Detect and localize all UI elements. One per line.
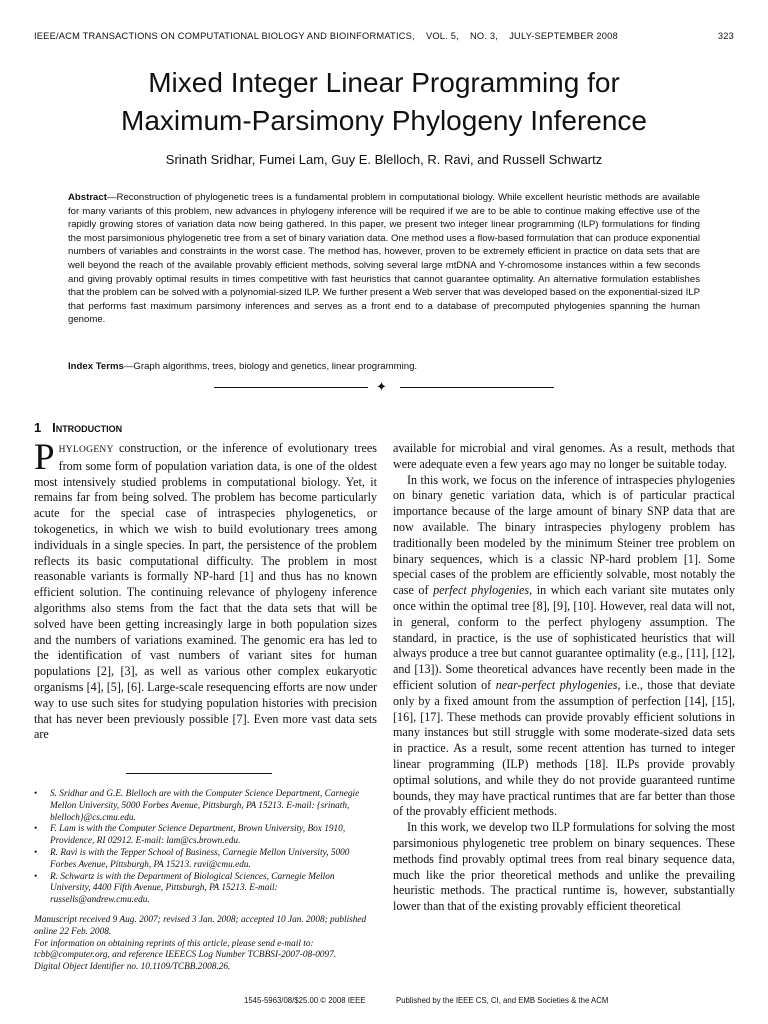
- diamond-star-icon: ✦: [376, 379, 387, 394]
- intro-paragraph: [34, 437, 377, 743]
- copyright-line: 1545-5963/08/$25.00 © 2008 IEEE: [244, 996, 366, 1005]
- section-heading: [34, 420, 122, 435]
- right-column: [393, 441, 735, 915]
- right-paragraph-1: available for microbial and viral genomes. As a result, methods that were adequate even a few years ago may no longer be suitable today.: [393, 441, 735, 471]
- footnote-rule: [126, 773, 272, 774]
- right-paragraph-3: In this work, we develop two ILP formulations for solving the most parsimonious phylogenetic tree problem on binary sequences. These methods find provably optimal trees from real binary sequence data, much like the prior theoretical methods and unlike the prevailing heuristic methods. The practical runtime is, however, substantially lower than that of the existing provably efficient theoretical: [393, 820, 735, 914]
- intro-text: construction, or the inference of evolutionary trees from some form of population variation data, is one of the oldest most intensively studied problems in computational biology. Yet, it remains far from being solved. The problem has become particularly acute for the special case of intraspecies phylogenetics, or tokogenetics, in which we wish to build evolutionary trees among individuals in a single species. In part, the persistence of the problem reflects its basic computational difficulty. The problem in most reasonable variants is formally NP-hard [1] and thus has no known efficient solution. The continuing relevance of phylogeny inference algorithms also stems from the fact that the data sets that will be solved have been getting increasingly large in both population sizes and the numbers of variations examined. The genomic era has led to the identification of vast numbers of variant sites for human populations [2], [3], as well as various other complex eukaryotic organisms [4], [5], [6]. Large-scale resequencing efforts are now under way to use such sites for studying population histories with precision that has never been previously possible [7]. Even more vast data sets are: [34, 441, 377, 742]
- footnote-item: • R. Schwartz is with the Department of Biological Sciences, Carnegie Mellon University, 4400 Fifth Avenue, Pittsburgh, PA 15213. E-mail: russells@andrew.cmu.edu.: [34, 871, 335, 906]
- index-terms-label: Index Terms: [68, 361, 124, 372]
- publisher-line: Published by the IEEE CS, CI, and EMB Societies & the ACM: [396, 996, 609, 1005]
- section-number: 1: [34, 420, 42, 435]
- section-divider: [214, 380, 554, 394]
- abstract-text: —Reconstruction of phylogenetic trees is a fundamental problem in computational biology. While excellent heuristic methods are available for many variants of this problem, new advances in phylogeny inference will be required if we are to be able to continue making effective use of the rapidly growing stores of variation data now being gathered. In this paper, we present two integer linear programming (ILP) formulations for finding the most parsimonious phylogenetic tree from a set of binary variation data. One method uses a flow-based formulation that can produce exponential numbers of variables and constraints in the worst case. The method has, however, proven to be extremely efficient in practice on data sets that are well beyond the reach of the available provably efficient methods, solving several large mtDNA and Y-chromosome instances within a few seconds and giving provably optimal results in times competitive with fast heuristics that cannot guarantee optimality. An alternative formulation establishes that the problem can be solved with a polynomial-sized ILP. We further present a Web server that was developed based on the exponential-sized ILP that performs fast maximum parsimony inferences and serves as a front end to a database of precomputed phylogenies spanning the human genome.: [68, 192, 700, 326]
- left-column: [34, 437, 377, 743]
- index-terms: [68, 360, 700, 374]
- paper-title: [30, 64, 738, 140]
- first-word: HYLOGENY: [58, 445, 114, 455]
- author-list: Srinath Sridhar, Fumei Lam, Guy E. Blelloch, R. Ravi, and Russell Schwartz: [165, 152, 603, 167]
- doi-info: Digital Object Identifier no. 10.1109/TCBB.2008.26.: [34, 962, 231, 973]
- footnote-item: • R. Ravi is with the Tepper School of Business, Carnegie Mellon University, 5000 Forbes Avenue, Pittsburgh, PA 15213. ravi@cmu.edu.: [34, 847, 350, 870]
- footnotes: [34, 789, 377, 974]
- right-paragraph-2: In this work, we focus on the inference of intraspecies phylogenies on binary genetic variation data, which is of particular practical importance because of the large amount of binary SNP data that are now available. The binary intraspecies phylogeny problem has traditionally been modeled by the minimum Steiner tree problem on binary sequences, which is a classic NP-hard problem [1]. Some special cases of the problem are efficiently solvable, most notably the case of perfect phylogenies, in which each variant site mutates only once within the optimal tree [8], [9], [10]. However, real data will not, in general, conform to the perfect phylogeny assumption. The standard, in practice, is the use of sophisticated heuristics that will always produce a tree but cannot guarantee optimality (e.g., [11], [12], and [13]). Some theoretical advances have recently been made in the efficient solution of near-perfect phylogenies, i.e., those that deviate only by a fixed amount from the assumption of perfection [14], [15], [16], [17]. These methods can provide provably efficient solutions in many instances but still struggle with some moderate-sized data sets in practice. As a result, some recent attention has turned to integer linear programming (ILP) methods [18]. ILPs provide provably optimal solutions, and while they do not provide guaranteed runtime bounds, they may have practical runtimes that are far better than those of the provably efficient methods.: [393, 472, 736, 819]
- abstract-label: Abstract: [68, 192, 107, 203]
- footnote-item: • F. Lam is with the Computer Science Department, Brown University, Box 1910, Providence, RI 02912. E-mail: lam@cs.brown.edu.: [34, 824, 346, 847]
- section-title: Introduction: [52, 420, 123, 435]
- footnote-item: • S. Sridhar and G.E. Blelloch are with the Computer Science Department, Carnegie Mellon University, 5000 Forbes Avenue, Pittsburgh, PA 15213. E-mail: {srinath, blelloch}@cs.cmu.edu.: [34, 789, 360, 823]
- reprint-info: For information on obtaining reprints of this article, please send e-mail to: tcbb@computer.org, and reference IEEECS Log Number TCBBSI-2007-08-0097.: [34, 938, 337, 961]
- title-line-1: Mixed Integer Linear Programming for: [148, 67, 620, 98]
- title-line-2: Maximum-Parsimony Phylogeny Inference: [121, 105, 647, 136]
- page-number: 323: [717, 31, 734, 41]
- running-header: [34, 31, 734, 41]
- abstract: [68, 191, 700, 327]
- manuscript-info: Manuscript received 9 Aug. 2007; revised 3 Jan. 2008; accepted 10 Jan. 2008; published online 22 Feb. 2008.: [34, 914, 367, 937]
- drop-cap: P: [34, 437, 55, 478]
- index-terms-text: —Graph algorithms, trees, biology and genetics, linear programming.: [123, 361, 418, 372]
- journal-name: IEEE/ACM TRANSACTIONS ON COMPUTATIONAL BIOLOGY AND BIOINFORMATICS, VOL. 5, NO. 3, JULY-SEPTEMBER 2008: [34, 31, 618, 41]
